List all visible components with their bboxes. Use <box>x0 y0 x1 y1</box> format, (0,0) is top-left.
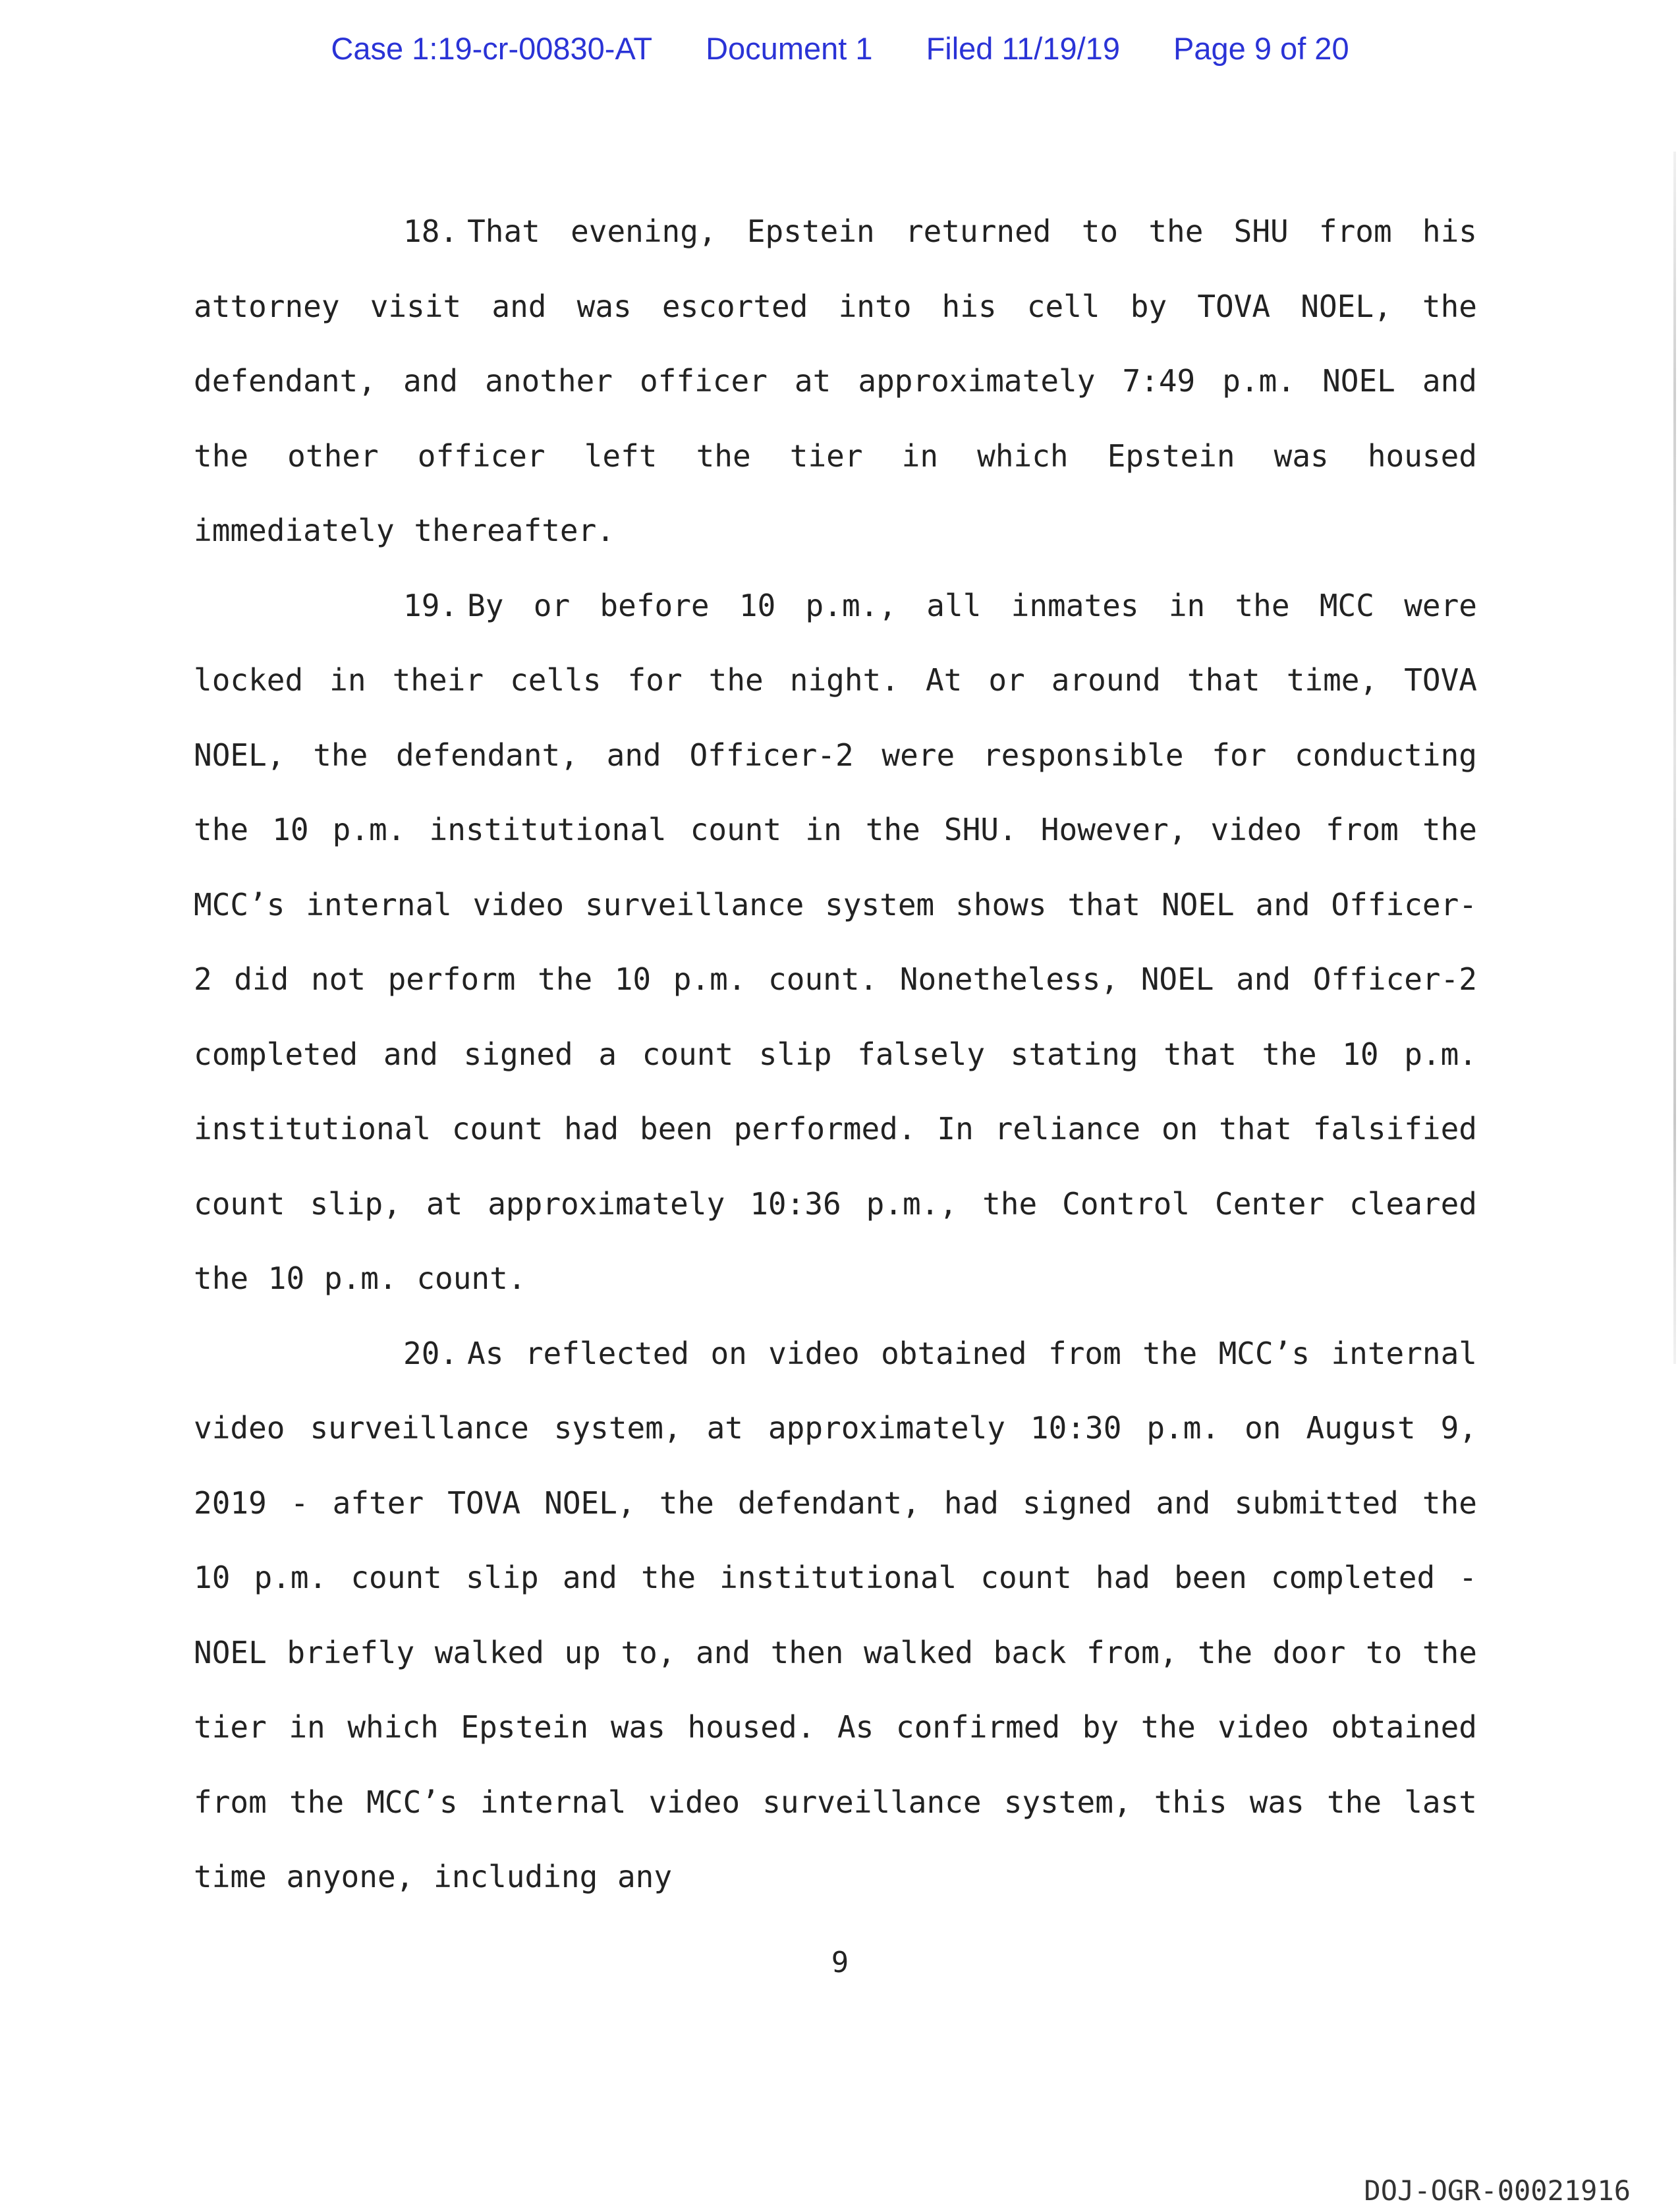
paragraph-number: 18. <box>403 213 459 249</box>
bates-number: DOJ-OGR-00021916 <box>1364 2174 1631 2207</box>
paragraph-20 <box>194 1317 1477 1915</box>
paragraph-19 <box>194 569 1477 1317</box>
document-number: Document 1 <box>706 31 873 66</box>
paragraph-number: 19. <box>403 587 459 623</box>
document-body <box>194 194 1477 1915</box>
case-number: Case 1:19-cr-00830-AT <box>331 31 653 66</box>
page-indicator: Page 9 of 20 <box>1173 31 1349 66</box>
paragraph-number: 20. <box>403 1335 459 1371</box>
scan-edge-artifact <box>1673 152 1676 1364</box>
page-number: 9 <box>831 1946 849 1979</box>
paragraph-text: As reflected on video obtained from the MCC’s internal video surveillance system, at approximately 10:30 p.m. on August 9, 2019 - after TOVA NOEL, the defendant, had signed and submitted the 10 p.m. count slip and the institutional count had been completed - NOEL briefly walked up to, and then walked back from, the door to the tier in which Epstein was housed. As confirmed by the video obtained from the MCC’s internal video surveillance system, this was the last time anyone, including any <box>194 1335 1477 1894</box>
paragraph-text: By or before 10 p.m., all inmates in the MCC were locked in their cells for the night. At or around that time, TOVA NOEL, the defendant, and Officer-2 were responsible for conducting the 10 p.m. institutional count in the SHU. However, video from the MCC’s internal video surveillance system shows that NOEL and Officer-2 did not perform the 10 p.m. count. Nonetheless, NOEL and Officer-2 completed and signed a count slip falsely stating that the 10 p.m. institutional count had been performed. In reliance on that falsified count slip, at approximately 10:36 p.m., the Control Center cleared the 10 p.m. count. <box>194 587 1477 1296</box>
filed-date: Filed 11/19/19 <box>926 31 1120 66</box>
ecf-header <box>0 30 1680 67</box>
paragraph-text: That evening, Epstein returned to the SHU from his attorney visit and was escorted into his cell by TOVA NOEL, the defendant, and another officer at approximately 7:49 p.m. NOEL and the other officer left the tier in which Epstein was housed immediately thereafter. <box>194 213 1477 548</box>
paragraph-18 <box>194 194 1477 569</box>
